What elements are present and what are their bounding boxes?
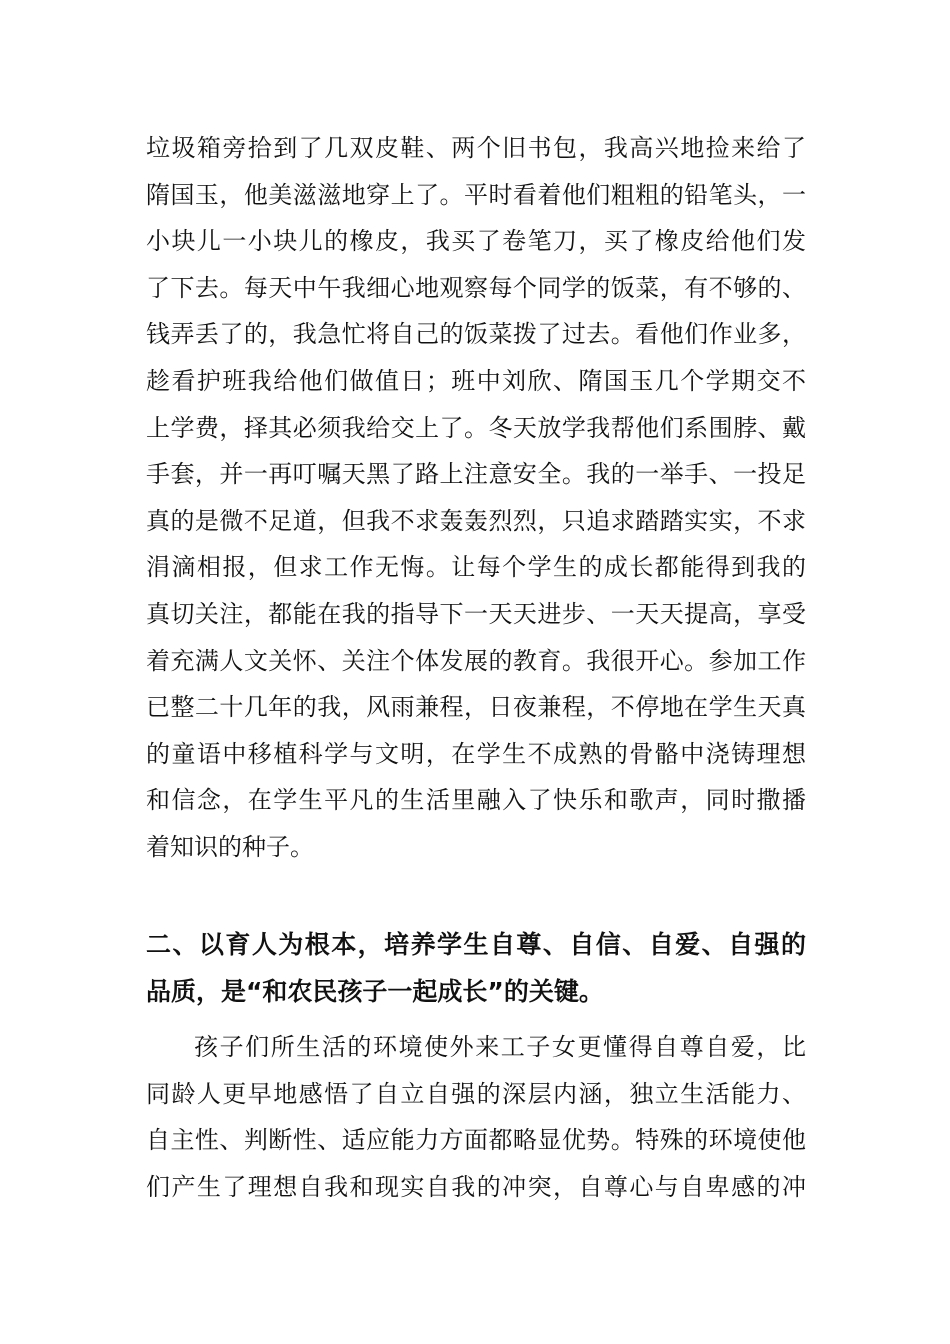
heading-line: 品质，是“和农民孩子一起成长”的关键。: [146, 977, 604, 1006]
text-line: 真切关注，都能在我的指导下一天天进步、一天天提高，享受: [146, 600, 806, 628]
text-line: 涓滴相报，但求工作无悔。让每个学生的成长都能得到我的: [146, 553, 806, 582]
text-line: 垃圾箱旁拾到了几双皮鞋、两个旧书包，我高兴地捡来给了: [146, 134, 806, 162]
heading-line: 二、以育人为根本，培养学生自尊、自信、自爱、自强的: [146, 930, 806, 959]
text-line: 上学费，择其必须我给交上了。冬天放学我帮他们系围脖、戴: [146, 413, 806, 442]
text-line: 自主性、判断性、适应能力方面都略显优势。特殊的环境使他: [146, 1126, 806, 1155]
text-line: 们产生了理想自我和现实自我的冲突，自尊心与自卑感的冲: [146, 1173, 806, 1202]
text-line: 隋国玉，他美滋滋地穿上了。平时看着他们粗粗的铅笔头，一: [146, 180, 806, 209]
text-line: 和信念，在学生平凡的生活里融入了快乐和歌声，同时撒播: [146, 786, 806, 815]
text-line: 已整二十几年的我，风雨兼程，日夜兼程，不停地在学生天真: [146, 693, 806, 722]
text-line: 同龄人更早地感悟了自立自强的深层内涵，独立生活能力、: [146, 1079, 806, 1108]
text-line: 真的是微不足道，但我不求轰轰烈烈，只追求踏踏实实，不求: [146, 506, 806, 535]
text-line: 手套，并一再叮嘱天黑了路上注意安全。我的一举手、一投足: [146, 460, 806, 489]
text-line: 着充满人文关怀、关注个体发展的教育。我很开心。参加工作: [146, 646, 806, 675]
text-line: 孩子们所生活的环境使外来工子女更懂得自尊自爱，比: [194, 1033, 806, 1061]
text-line: 钱弄丢了的，我急忙将自己的饭菜拨了过去。看他们作业多，: [146, 320, 806, 349]
text-line: 小块儿一小块儿的橡皮，我买了卷笔刀，买了橡皮给他们发: [146, 227, 806, 256]
text-line: 的童语中移植科学与文明，在学生不成熟的骨骼中浇铸理想: [146, 739, 806, 768]
text-line: 着知识的种子。: [146, 833, 314, 861]
text-line: 了下去。每天中午我细心地观察每个同学的饭菜，有不够的、: [146, 273, 806, 302]
text-line: 趁看护班我给他们做值日；班中刘欣、隋国玉几个学期交不: [146, 367, 806, 395]
